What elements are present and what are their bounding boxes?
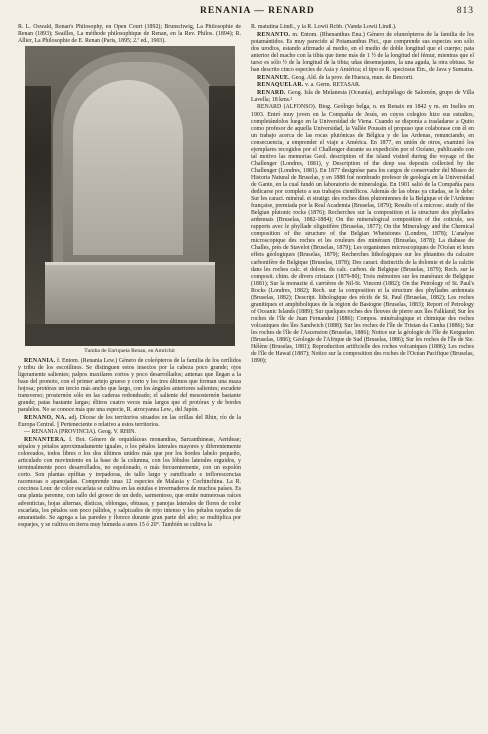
right-column (251, 24, 474, 730)
renantera-continuation: R. matutina Lindl., y la R. Lowii Rchb. (Vanda Lowii Lindl.). (251, 24, 397, 30)
entry-renania-provincia: — RENANIA (PROVINCIA). Geog. V. RHIN. (24, 429, 136, 436)
entry-renano: RENANO, NA. adj. Dícese de los territorios situados en las orillas del Rhin, río de la Europa Central. || Perteneciente o relativo a estos territorios. (18, 414, 241, 428)
entry-renanto: RENANTO. m. Entom. (Rhenanthus Enu.) Género de eluneópteros de la familia de los potamántidos. Es muy parecido al Potamanthus Pict., que comprende sus especies son sólo dos urodios, estando afirmado al medio, en el medio de doble longitud que el cuerpo; pata anterior del macho con la tibia que tiene más de 1 ½ de la longitud del fémur, mientras que el tarso es sólo ½ de la longitud de la tibia; uñas desemejantes, la una aguda, la otra obtusa. Se han descrito cinco especies de Asia y América; el tipo es R. speciosus Etn., de Java y Sumatra. (251, 31, 474, 73)
tomb-photograph (25, 46, 235, 346)
page-number: 813 (456, 6, 474, 16)
entry-renaquelar: RENAQUELAR. v. a. Germ. RETASAR. (257, 82, 361, 89)
running-header (18, 6, 474, 24)
entry-renard: RENARD. Geog. Isla de Melanesia (Oceanía), archipiélago de Salomón, grupo de Villa Lavella; 18 kms.² (251, 89, 474, 103)
entry-renantera: RENANTERA. f. Bot. Género de orquidáceas monandras, Sarcanthineae, Aerideae; sépalos y pétalos aproximadamente iguales, o los pétalos laterales mayores y diferentemente coloreados, todos libres o los dos últimos unidos más que por los bordes labelo pequeño, articulado con movimiento en la base de la columna, con los lóbulos laterales erguidos, y terminalmente poco desarrollados, no espolonado, o más frecuentemente, con un espolón corto. Son plantas epífitas y trepadoras, de tallo largo y ramificado e inflorescencias racemosas o apanojadas. Comprende unas 12 especies de Malasia y Cochinchina. La R. coccinea Lour. de color escarlata se cultiva en las estufas e invernaderos de muchos países. Es una planta perenne, con tallo del grosor de un dedo, sarmentoso, que emite numerosas raíces adventicias, hojas alternas, dísticas, oblongas, obtusas, y panojas laterales de flores de color escarlata, los pétalos son poco pálidos, y salpicados de rojo intenso y los pétalos rayados de amarantado. Se agrega a las paredes y florece durante gran parte del año; se multiplica por esquejes, y se cultiva en tierra muy húmeda a unos 15 ó 20°. También se cultiva la (18, 437, 241, 528)
entry-renanue: RENANUE. Geog. Ald. de la prov. de Huesca, mun. de Bescorti. (257, 74, 414, 81)
arch-opening (73, 80, 183, 255)
photo-caption: Tumba de Enriqueta Renan, en Amrichit (84, 347, 175, 354)
headword: RENAQUELAR. (257, 82, 304, 89)
sarcophagus (45, 262, 215, 327)
text-columns (18, 24, 474, 730)
entry-renania: RENANIA. f. Entom. (Renania Lew.) Género de coleópteros de la familia de los cerílidos y tribu de los escotílinos. Se distinguen estos insectos por la cabeza poco grande; ojos ligeramente salientes; palpos maxilares cortos y poco desarrollados; antenas que llegan a la base del pronoto, con el primer artejo grueso y corto y los tres últimos que forman una maza hojosa; protórax un tercio más ancho que largo, con los ángulos anteriores salientes; escudete transverso; prosternón sólo en las caderas redondeado; el saliente del mesosternón bastante grande; patas bastante largas; élitros cuatro veces más largos que el protórax y de bordes paralelos. No se conoce más que una especie, R. atrocyanea Lew., del Japón. (18, 357, 241, 414)
headword: RENANTERA. (24, 437, 66, 444)
headword: RENANUE. (257, 74, 291, 81)
left-column (18, 24, 241, 730)
running-title: RENANIA — RENARD (200, 6, 315, 16)
headword: RENARD. (257, 89, 286, 96)
bibliography-continuation: R. L. Oswald, Renan's Philosophy, en Open Court (1892); Brunschwig, La Philosophie de Renan (1893); Seailles, La méthode philosophique de Renan, en la Rev. Philos. (1894); R. Allier, La Philosophie de E. Renan (Paris, 1895; 2.ª ed., 1903). (18, 24, 241, 45)
headword: RENANTO. (257, 31, 291, 38)
ground (25, 324, 235, 346)
entry-renard-alfonso: RENARD (ALFONSO). Biog. Geólogo belga, n. en Renaix en 1842 y m. en Ixelles en 1903. Entró muy joven en la Compañía de Jesús, en cuyos colegios hizo sus estudios, completándolos luego en la Universidad de Viena. Cuando se disponía a trasladarse a Quito como profesor de aquella Universidad, la Vallée Poussin el propuso que colaborase con él en un trabajo acerca de las rocas plutónicas de Bélgica y de las Ardenas, renunciando, en consecuencia, a emprender el viaje a América. En 1877, en unión de otros, examinó los ejemplares recogidos por el Challenger durante su expedición por el Océano, publicando con tal motivo las memorias Geol. description of the island visited during the voyage of the Challenger (Londres, 1881), y Description of the deep sea deposits collected by the Challenger (Londres, 1881). En 1877 designóse para los cargos de conservador del Museo de Historia Natural de Bruselas, y en 1888 fué nombrado profesor de geología en la Universidad de Gante, en la cual fundó un laboratorio de mineralogía. En 1901 salió de la Compañía para dedicarse por completo a sus trabajos científicos. Además de las obras ya citadas, se le debe: Sur les caract. minéral. et stratigr. des roches dites plutoniennes de la Belgique et de l'Ardenne française, premiada por la Real Academia (Bruselas, 1879); Results of a microsc. study of the Belgian plutonic rocks (1876); Recherches sur la composition et la structure des phyllades ardennais (Bruselas, 1882-1884); On the mineralogical composition of the coticule, ses rapports avec le phyllade oligistifère (Bruselas, 1877); On the Mineralogy and the Chemical composition of the structure of the Belgian Whetstones (Londres, 1878); L'analyse microscopique des roches et les couleurs des minéraux (Bruselas, 1878); La diabase de Challes, près de Stavelot (Bruselas, 1879); Les organismes microscopiques de l'Océan et leurs effets géologiques (Bruselas, 1879); Recherches lithologiques sur les phtanites du calcaire carbonifère de Belgique (Bruselas, 1878); Des caract. distinctifs de la dolomie et de la calcite dans les roches calc. et dolom. du calc. carbon. de Belgique (Bruselas, 1879); Rech. sur la composit. chim. de divers cristaux (1879-80); Trois mémoires sur les manéraux de Belgique (1881); Sur la monazite d. carrières de Nil-St. Vincent (1882); On the Petrology of St. Paul's Rocks (Londres, 1882); Rech. sur la composition et la structure des phyllades ardennais (Bruselas, 1882); Descript. lithologique des récifs de St. Paul (Bruselas, 1882); Les roches granitiques et amphiboliques de la région de Bastogne (Bruselas, 1883); Report of Petrology of Oceanic Islands (1889); Sur quelques roches des fleuves de pierre aux îles Falkland; Sur les roches de l'île de Juan Fernandez (1886); Compos. minéralogique et chimique des roches volcaniques des îles Sandwich (1888); Sur les roches de l'île de Tristan da Cunha (1886); Sur les roches de l'île de l'Ascension (Bruselas, 1886); Notice sur la géologie de l'île de Kerguelen (Bruselas, 1886); Géologie de l'Afrique de Sud (Bruselas, 1886); Sur les roches de l'île de Ste. Hélène (Bruselas, 1881); Reproduction artificielle des roches volcaniques (1886); Les roches de l'île de Hawaï (1887); Notice sur la composition des roches de l'Océan Pacifique (Bruselas, 1890); (251, 104, 474, 365)
headword: RENANO, NA. (24, 414, 67, 421)
headword: RENANIA. (24, 357, 56, 364)
